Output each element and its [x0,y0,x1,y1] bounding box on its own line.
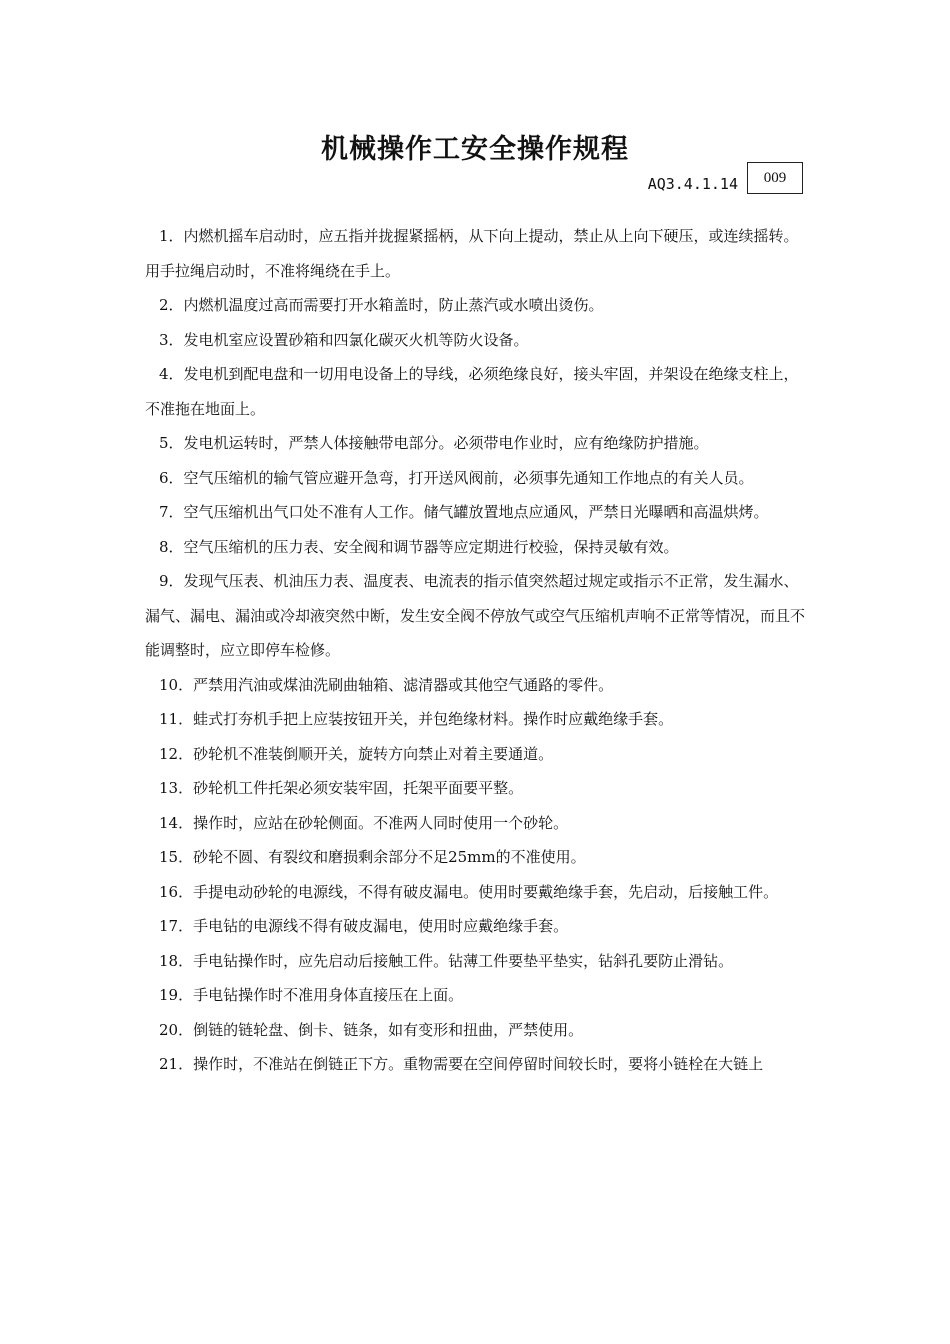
rule-item: 8．空气压缩机的压力表、安全阀和调节器等应定期进行校验，保持灵敏有效。 [159,537,679,556]
rule-item: 3．发电机室应设置砂箱和四氯化碳灭火机等防火设备。 [159,330,529,349]
rule-item: 10．严禁用汽油或煤油洗刷曲轴箱、滤清器或其他空气通路的零件。 [159,675,614,694]
rule-item: 14．操作时，应站在砂轮侧面。不准两人同时使用一个砂轮。 [159,813,569,832]
rule-item: 5．发电机运转时，严禁人体接触带电部分。必须带电作业时，应有绝缘防护措施。 [159,434,709,452]
rule-item: 19．手电钻操作时不准用身体直接压在上面。 [159,986,464,1004]
rule-item: 21．操作时，不准站在倒链正下方。重物需要在空间停留时间较长时，要将小链栓在大链上 [159,1055,764,1073]
rule-item: 6．空气压缩机的输气管应避开急弯，打开送风阀前，必须事先通知工作地点的有关人员。 [159,468,754,487]
rule-item: 11．蛙式打夯机手把上应装按钮开关，并包绝缘材料。操作时应戴绝缘手套。 [159,710,674,728]
document-title: 机械操作工安全操作规程 [321,134,629,165]
rule-item: 1．内燃机摇车启动时，应五指并拢握紧摇柄，从下向上提动，禁止从上向下硬压，或连续摇转。用手拉绳启动时，不准将绳绕在手上。 [145,227,799,280]
document-code-row [0,162,950,196]
rule-item: 17．手电钻的电源线不得有破皮漏电，使用时应戴绝缘手套。 [159,917,569,935]
rule-item: 16．手提电动砂轮的电源线，不得有破皮漏电。使用时要戴绝缘手套，先启动，后接触工件。 [159,882,779,901]
document-code: AQ3.4.1.14 [647,175,738,193]
rule-item: 12．砂轮机不准装倒顺开关，旋转方向禁止对着主要通道。 [159,744,554,763]
rule-item: 7．空气压缩机出气口处不准有人工作。储气罐放置地点应通风，严禁日光曝晒和高温烘烤。 [159,503,769,521]
rule-item: 9．发现气压表、机油压力表、温度表、电流表的指示值突然超过规定或指示不正常，发生漏水、漏气、漏电、漏油或冷却液突然中断，发生安全阀不停放气或空气压缩机声响不正常等情况，而且不能调整时，应立即停车检修。 [145,572,806,659]
document-number-box: 009 [747,162,803,194]
rule-item: 13．砂轮机工件托架必须安装牢固，托架平面要平整。 [159,779,524,797]
rule-item: 2．内燃机温度过高而需要打开水箱盖时，防止蒸汽或水喷出烫伤。 [159,296,604,314]
rule-item: 20．倒链的链轮盘、倒卡、链条，如有变形和扭曲，严禁使用。 [159,1020,584,1039]
rule-item: 18．手电钻操作时，应先启动后接触工件。钻薄工件要垫平垫实，钻斜孔要防止滑钻。 [159,951,734,970]
rules-list [145,219,813,1082]
rule-item: 4．发电机到配电盘和一切用电设备上的导线，必须绝缘良好，接头牢固，并架设在绝缘支柱上，不准拖在地面上。 [145,365,799,418]
rule-item: 15．砂轮不圆、有裂纹和磨损剩余部分不足25mm的不准使用。 [159,848,586,866]
